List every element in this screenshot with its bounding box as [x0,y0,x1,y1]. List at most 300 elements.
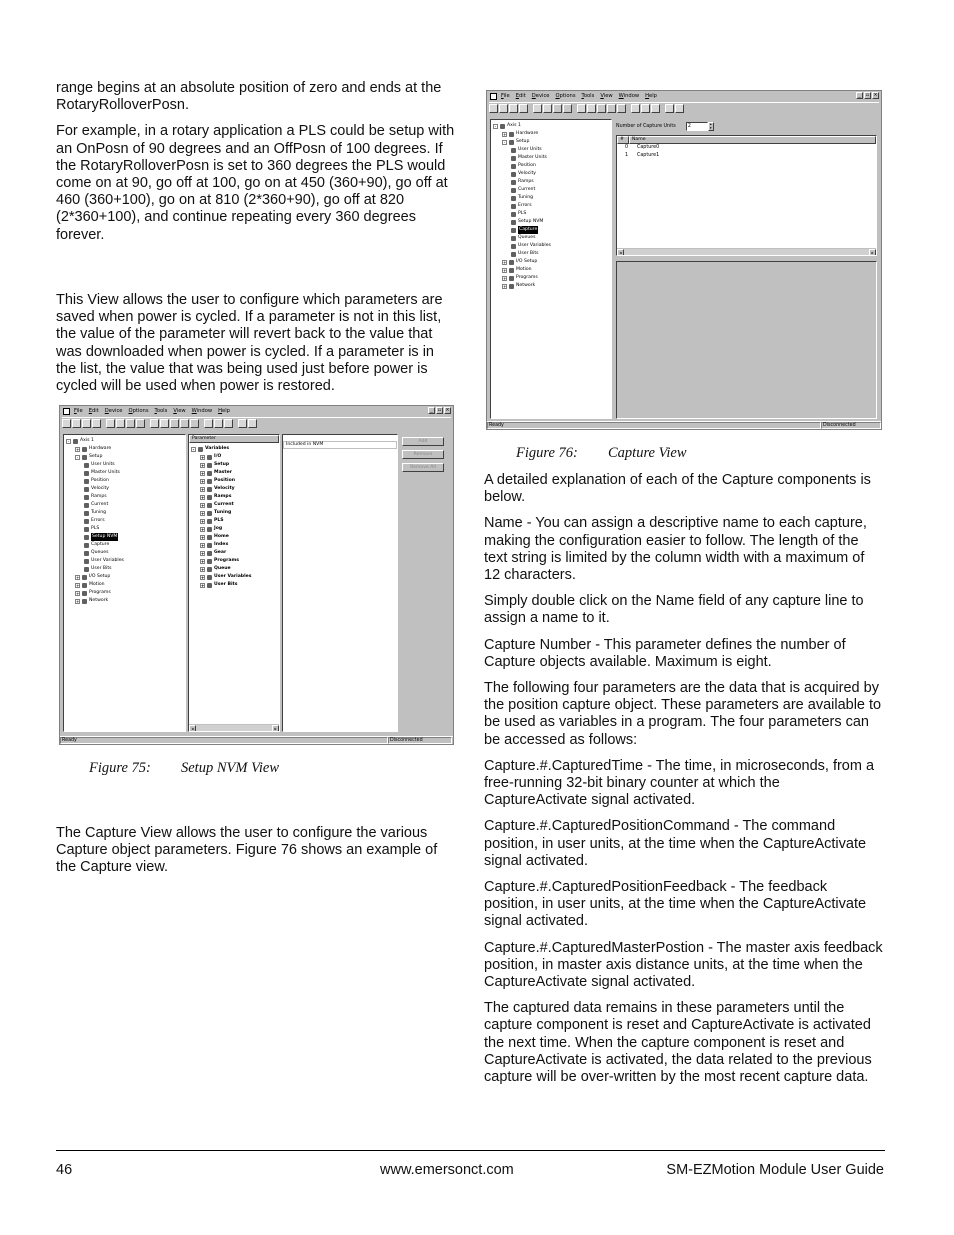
debug-icon[interactable] [190,419,199,428]
parameter-tree [189,443,279,589]
tree-item-label: Setup [516,139,530,144]
tree-item[interactable] [191,557,279,565]
tree-item[interactable] [493,170,611,178]
expand-icon[interactable]: + [503,259,507,265]
restore-icon[interactable]: ▫ [437,407,442,413]
node-icon [84,551,89,556]
tree-item[interactable] [66,533,185,541]
tree-item[interactable] [493,146,611,154]
close-icon[interactable]: × [445,407,450,413]
node-icon [511,204,516,209]
tree-item[interactable] [66,525,185,533]
window-icon[interactable] [651,104,660,113]
run-icon[interactable] [587,104,596,113]
tree-item[interactable] [191,493,279,501]
tree-item[interactable] [191,565,279,573]
scroll-right-icon[interactable]: ▸ [272,725,279,732]
expand-icon[interactable]: + [201,486,205,492]
footer-url[interactable]: www.emersonct.com [380,1162,514,1178]
tree-item-label: Queues [518,235,536,240]
stop-icon[interactable] [607,104,616,113]
collapse-icon[interactable]: - [67,438,70,444]
node-icon [511,228,516,233]
tree-item[interactable] [191,549,279,557]
save-icon[interactable] [82,419,91,428]
tree-item[interactable] [493,242,611,250]
expand-icon[interactable]: + [201,582,205,588]
tree-item[interactable] [191,525,279,533]
paragraph: range begins at an absolute position of zero and ends at the RotaryRolloverPosn. [56,80,442,114]
tree-item[interactable] [493,250,611,258]
tree-item-label: PLS [214,518,224,523]
expand-icon[interactable]: + [201,550,205,556]
disconnect-icon[interactable] [563,104,572,113]
tree-item[interactable] [191,461,279,469]
paragraph: Capture Number - This parameter defines the number of Capture objects available. Maximum is eight. [484,636,846,670]
tree-item-label: Setup NVM [92,534,118,539]
column-name-header[interactable]: Name [629,136,876,144]
node-icon [84,543,89,548]
step-icon[interactable] [170,419,179,428]
tree-item[interactable] [66,461,185,469]
expand-icon[interactable]: + [76,590,80,596]
tree-item[interactable] [493,154,611,162]
tree-item-label: Setup [214,462,230,467]
status-bar [60,736,453,744]
nvm-description [56,292,458,404]
tree-item[interactable] [191,469,279,477]
tree-item[interactable] [191,517,279,525]
print-icon[interactable] [519,104,528,113]
device-tree-pane [63,434,186,732]
expand-icon[interactable]: + [503,267,507,273]
print-icon[interactable] [92,419,101,428]
menu-view[interactable]: View [173,408,186,414]
tree-item[interactable] [493,282,611,290]
tree-item-label: Network [516,283,536,288]
tree-item[interactable] [493,138,611,146]
node-icon [207,543,212,548]
tree-item[interactable] [493,130,611,138]
status-ready: Ready [487,422,821,429]
tree-item-label: Ramps [214,494,232,499]
paragraph: For example, in a rotary application a PLS could be setup with an OnPosn of 90 degrees and an OffPosn of 100 degrees. If the RotaryRolloverPosn is set to 360 degrees the PLS would come on at 90, go off at 100, go on at 450 (360+90), go off at 460 (360+100), go on at 810 (2*360+90), go off at 820 (2*360+100), and continue repeating every 360 degrees forever. [56,123,455,243]
debug-icon[interactable] [617,104,626,113]
node-icon [84,511,89,516]
node-icon [84,479,89,484]
compile-icon[interactable] [577,104,586,113]
paragraph: The Capture View allows the user to configure the various Capture object parameters. Figure 76 shows an example of the Capture view. [56,825,438,876]
node-icon [511,244,516,249]
tree-item-label: Programs [214,558,239,563]
app-icon [490,93,497,100]
expand-icon[interactable]: + [201,558,205,564]
expand-icon[interactable]: + [503,283,507,289]
menu-device[interactable]: Device [531,93,550,99]
minimize-icon[interactable]: _ [428,407,435,414]
tree-item-label: Current [214,502,234,507]
menu-view[interactable]: View [600,93,613,99]
node-icon [207,559,212,564]
page-number: 46 [56,1162,73,1178]
connect-icon[interactable] [126,419,135,428]
tree-item[interactable] [191,485,279,493]
footer-rule [56,1150,885,1151]
included-header: Included in NVM [283,441,397,449]
node-icon [207,535,212,540]
paragraph: The following four parameters are the data that is acquired by the position capture object. These parameters are available to be used as variables in a program. The four parameters can be accessed as follows: [484,680,882,748]
node-icon [207,583,212,588]
menu-edit[interactable]: Edit [515,93,526,99]
node-icon [500,124,505,129]
tree-item[interactable] [66,493,185,501]
tree-item[interactable] [191,573,279,581]
left-column [56,80,458,253]
status-connection: Disconnected [388,737,452,744]
save-icon[interactable] [509,104,518,113]
tree-item[interactable] [66,573,185,581]
run-icon[interactable] [160,419,169,428]
tree-item-label: Motion [89,582,105,587]
node-icon [511,180,516,185]
node-icon [84,471,89,476]
menu-file[interactable]: File [74,408,83,414]
tree-item-label: Capture [91,542,110,547]
parameter-pane [188,434,280,732]
remove-button[interactable]: Remove [402,450,444,459]
tree-item-label: Position [91,478,109,483]
spin-icon[interactable]: ▴ ▾ [708,122,714,131]
paragraph: The captured data remains in these parameters until the capture component is reset and CaptureActivate is activated the next time. When the capture component is reset and CaptureActivate is activated, the data related to the previous capture will be over-written by the most recent capture data. [484,1000,872,1086]
tree-item-label: Home [214,534,229,539]
expand-icon[interactable]: + [76,598,80,604]
compile-icon[interactable] [150,419,159,428]
node-icon [511,188,516,193]
menu-window[interactable]: Window [191,408,213,414]
disconnect-icon[interactable] [136,419,145,428]
new-icon[interactable] [489,104,498,113]
tree-item[interactable] [66,445,185,453]
tree-item[interactable] [66,437,185,445]
capture-units-input[interactable]: 2 [686,122,708,131]
paragraph: Capture.#.CapturedTime - The time, in microseconds, from a free-running 32-bit binary counter at which the CaptureActivate signal activated. [484,757,875,809]
tree-item-label: Axis 1 [507,123,521,128]
tree-item-label: Velocity [518,171,537,176]
tree-item-label: Velocity [91,486,110,491]
tree-item[interactable] [66,589,185,597]
capture-name[interactable]: Capture0 [637,145,660,150]
paragraph: Capture.#.CapturedMasterPostion - The master axis feedback position, in master axis distance units, at the time when the CaptureActivate signal activated. [484,939,883,991]
node-icon [511,196,516,201]
status-bar [487,421,881,429]
node-icon [509,284,514,289]
tree-item[interactable] [66,509,185,517]
node-icon [84,535,89,540]
node-icon [207,551,212,556]
watch-icon[interactable] [631,104,640,113]
expand-icon[interactable]: + [201,470,205,476]
node-icon [82,575,87,580]
tree-item[interactable] [66,557,185,565]
download-icon[interactable] [116,419,125,428]
expand-icon[interactable]: + [201,566,205,572]
tree-item[interactable] [493,162,611,170]
paragraph: Capture.#.CapturedPositionCommand - The command position, in user units, at the time when the CaptureActivate signal activated. [484,818,867,869]
tree-item[interactable] [493,194,611,202]
expand-icon[interactable]: + [201,494,205,500]
tree-item-label: Master [214,470,232,475]
node-icon [82,591,87,596]
open-icon[interactable] [499,104,508,113]
collapse-icon[interactable]: - [76,454,79,460]
node-icon [198,447,203,452]
tree-item[interactable] [493,186,611,194]
tree-item-label: Jog [214,526,223,531]
setup-nvm-window [59,405,454,745]
tree-item-label: Network [89,598,109,603]
tree-item[interactable] [493,202,611,210]
tree-item-label: Ramps [518,179,534,184]
menu-edit[interactable]: Edit [88,408,99,414]
toolbar [62,417,451,428]
tree-item-label: Motion [516,267,532,272]
node-icon [82,455,87,460]
remove-all-button[interactable]: Remove All [402,463,444,472]
node-icon [207,455,212,460]
tree-item-label: User Bits [91,566,112,571]
capture-row[interactable] [617,152,876,160]
tree-item[interactable] [493,258,611,266]
right-column [484,472,884,1095]
tree-item-label: Capture [519,227,538,232]
scroll-left-icon[interactable]: ◂ [189,725,196,732]
tree-item[interactable] [191,501,279,509]
tree-item[interactable] [66,469,185,477]
device-tree [491,120,611,290]
tree-item-label: Setup [89,454,103,459]
tree-item[interactable] [493,178,611,186]
tree-item[interactable] [66,453,185,461]
step-icon[interactable] [597,104,606,113]
upload-icon[interactable] [533,104,542,113]
tree-item[interactable] [493,122,611,130]
download-icon[interactable] [543,104,552,113]
tree-item-label: PLS [518,211,527,216]
monitor-icon[interactable] [641,104,650,113]
node-icon [511,156,516,161]
node-icon [207,479,212,484]
capture-list [616,135,877,256]
tree-item-label: PLS [91,526,100,531]
capture-units-label: Number of Capture Units [616,124,676,129]
expand-icon[interactable]: + [201,502,205,508]
window-icon[interactable] [224,419,233,428]
collapse-icon[interactable]: - [192,446,195,452]
tree-item[interactable] [191,541,279,549]
node-icon [207,503,212,508]
node-icon [84,503,89,508]
tree-item[interactable] [191,533,279,541]
about-icon[interactable] [675,104,684,113]
tree-item-label: I/O [214,454,222,459]
capture-name[interactable]: Capture1 [637,153,660,158]
expand-icon[interactable]: + [76,582,80,588]
close-icon[interactable]: × [873,92,878,98]
tree-item-label: I/O Setup [89,574,111,579]
tree-item-label: Errors [518,203,532,208]
paragraph: Name - You can assign a descriptive name to each capture, making the configuration easier to follow. The length of the text string is limited by the column width with a maximum of 12 characters. [484,515,867,584]
tree-item[interactable] [493,226,611,234]
toolbar [489,102,879,113]
node-icon [207,519,212,524]
figure-title: Capture View [608,445,687,461]
connect-icon[interactable] [553,104,562,113]
horizontal-scrollbar[interactable] [189,724,279,731]
capture-units-row [616,122,714,131]
tree-item[interactable] [191,509,279,517]
tree-item-label: Tuning [518,195,534,200]
tree-item-label: User Variables [214,574,252,579]
help-icon[interactable] [238,419,247,428]
node-icon [84,567,89,572]
tree-item-label: User Variables [91,558,124,563]
about-icon[interactable] [248,419,257,428]
monitor-icon[interactable] [214,419,223,428]
tree-item-label: Queue [214,566,231,571]
expand-icon[interactable]: + [201,574,205,580]
expand-icon[interactable]: + [201,478,205,484]
node-icon [511,220,516,225]
tree-item-label: Position [518,163,536,168]
tree-item-label: Ramps [91,494,107,499]
tree-item-label: Gear [214,550,227,555]
tree-item[interactable] [66,549,185,557]
node-icon [207,527,212,532]
tree-item-label: Index [214,542,229,547]
included-pane [282,434,398,732]
menu-help[interactable]: Help [645,93,657,99]
tree-item[interactable] [66,565,185,573]
menu-help[interactable]: Help [218,408,230,414]
watch-icon[interactable] [204,419,213,428]
node-icon [207,487,212,492]
menu-options[interactable]: Options [128,408,149,414]
tree-item[interactable] [66,501,185,509]
tree-item-label: Variables [205,446,230,451]
expand-icon[interactable]: + [201,542,205,548]
column-number-header[interactable]: # [617,136,629,144]
figure-number: Figure 75: [89,760,151,776]
node-icon [207,471,212,476]
tree-item[interactable] [191,445,279,453]
tree-item[interactable] [191,581,279,589]
tree-item-label: Programs [516,275,538,280]
device-tree [64,435,185,605]
node-icon [509,140,514,145]
restore-icon[interactable]: ▫ [865,92,870,98]
menu-device[interactable]: Device [104,408,123,414]
parameter-header: Parameter [189,435,279,443]
node-icon [82,447,87,452]
expand-icon[interactable]: + [503,131,507,137]
node-icon [84,519,89,524]
tree-item-label: Master Units [518,155,547,160]
upload-icon[interactable] [106,419,115,428]
expand-icon[interactable]: + [76,574,80,580]
node-icon [84,527,89,532]
tree-item[interactable] [66,581,185,589]
tree-item[interactable] [493,234,611,242]
node-icon [207,575,212,580]
collapse-icon[interactable]: - [494,123,497,129]
new-icon[interactable] [62,419,71,428]
capture-row[interactable] [617,144,876,152]
expand-icon[interactable]: + [201,526,205,532]
stop-icon[interactable] [180,419,189,428]
expand-icon[interactable]: + [503,275,507,281]
tree-item[interactable] [191,477,279,485]
expand-icon[interactable]: + [201,510,205,516]
status-ready: Ready [60,737,388,744]
expand-icon[interactable]: + [201,534,205,540]
tree-item[interactable] [66,485,185,493]
tree-item-label: User Bits [518,251,539,256]
tree-item[interactable] [493,210,611,218]
expand-icon[interactable]: + [201,454,205,460]
node-icon [511,236,516,241]
tree-item-label: Setup NVM [518,219,544,224]
tree-item-label: Velocity [214,486,235,491]
tree-item[interactable] [493,266,611,274]
menu-options[interactable]: Options [555,93,576,99]
minimize-icon[interactable]: _ [856,92,863,99]
expand-icon[interactable]: + [201,518,205,524]
add-button[interactable]: Add [402,437,444,446]
open-icon[interactable] [72,419,81,428]
tree-item-label: User Units [518,147,542,152]
node-icon [511,148,516,153]
menu-window[interactable]: Window [618,93,640,99]
tree-item[interactable] [66,597,185,605]
tree-item-label: Hardware [89,446,112,451]
node-icon [511,252,516,257]
tree-item[interactable] [493,218,611,226]
menu-tools[interactable]: Tools [154,408,168,414]
menu-file[interactable]: File [501,93,510,99]
tree-item[interactable] [493,274,611,282]
node-icon [84,495,89,500]
capture-detail-pane [616,261,877,419]
scroll-left-icon[interactable]: ◂ [617,249,624,256]
tree-item-label: Current [91,502,109,507]
app-icon [63,408,70,415]
tree-item[interactable] [66,517,185,525]
node-icon [511,212,516,217]
help-icon[interactable] [665,104,674,113]
tree-item-label: Hardware [516,131,539,136]
horizontal-scrollbar[interactable] [617,248,876,255]
tree-item[interactable] [66,477,185,485]
window-controls [856,92,879,99]
node-icon [207,511,212,516]
scroll-right-icon[interactable]: ▸ [869,249,876,256]
tree-item[interactable] [66,541,185,549]
menu-tools[interactable]: Tools [581,93,595,99]
tree-item[interactable] [191,453,279,461]
expand-icon[interactable]: + [76,446,80,452]
collapse-icon[interactable]: - [503,139,506,145]
expand-icon[interactable]: + [201,462,205,468]
